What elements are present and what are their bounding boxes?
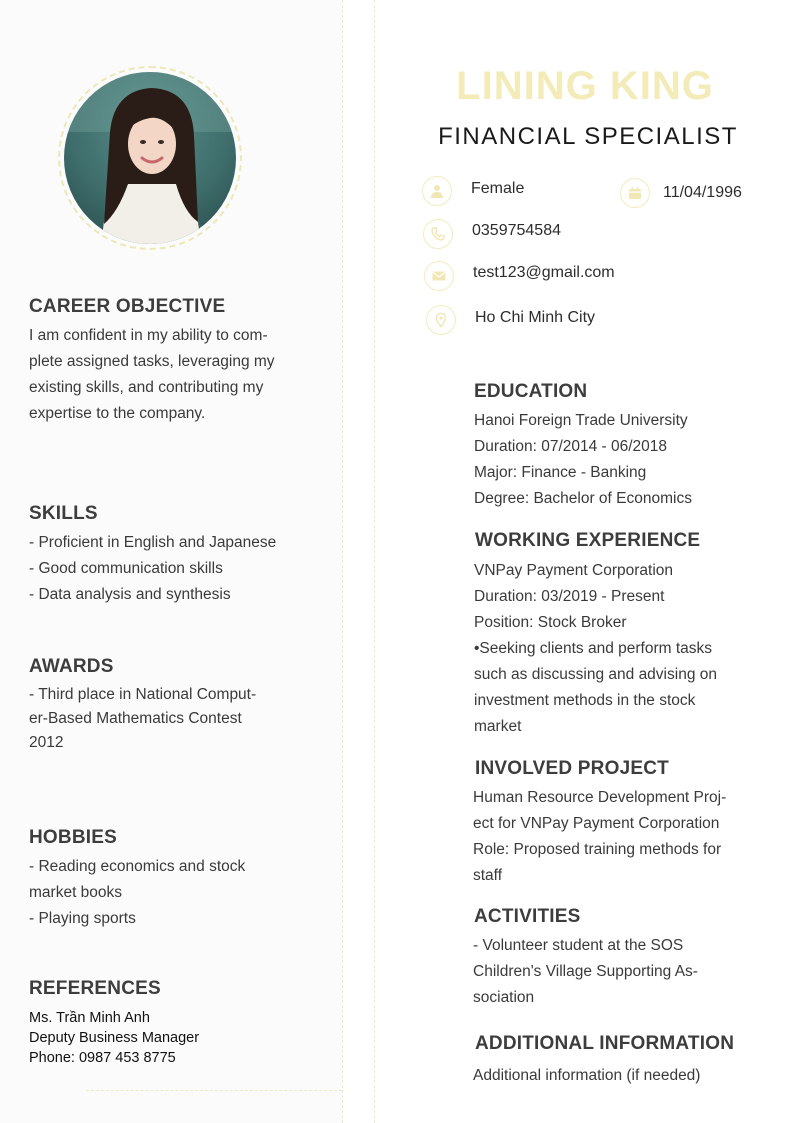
gender-value: Female [471, 180, 525, 197]
education-heading: EDUCATION [474, 381, 588, 402]
location-value: Ho Chi Minh City [475, 309, 596, 326]
additional-info-heading: ADDITIONAL INFORMATION [475, 1033, 735, 1054]
text-line: er-Based Mathematics Contest [29, 710, 242, 727]
text-line: such as discussing and advising on [474, 666, 717, 683]
reference-position: Deputy Business Manager [29, 1030, 200, 1046]
text-line: staff [473, 867, 503, 884]
text-line: •Seeking clients and perform tasks [474, 640, 713, 657]
references-heading: REFERENCES [29, 978, 161, 999]
reference-name: Ms. Trần Minh Anh [29, 1010, 150, 1026]
career-objective-text [29, 323, 275, 427]
divider-dashed-bottom [86, 1090, 342, 1091]
job-title: FINANCIAL SPECIALIST [438, 123, 738, 150]
text-line: Role: Proposed training methods for [473, 841, 722, 858]
awards-text [29, 683, 256, 755]
mail-icon [424, 261, 454, 291]
text-line: - Third place in National Comput- [29, 686, 257, 703]
text-line: existing skills, and contributing my [29, 379, 264, 396]
activities-heading: ACTIVITIES [474, 906, 581, 927]
text-line: market [474, 718, 522, 735]
skill-item: - Data analysis and synthesis [29, 586, 231, 603]
project-text [473, 785, 726, 889]
text-line: investment methods in the stock [474, 692, 696, 709]
experience-text [474, 558, 717, 740]
text-line: sociation [473, 989, 535, 1006]
text-line: expertise to the company. [29, 405, 206, 422]
text-line: Degree: Bachelor of Economics [474, 490, 692, 507]
text-line: VNPay Payment Corporation [474, 562, 674, 579]
activities-text [473, 933, 698, 1011]
experience-heading: WORKING EXPERIENCE [475, 530, 701, 551]
text-line: plete assigned tasks, leveraging my [29, 353, 275, 370]
divider-dashed [374, 0, 375, 1123]
text-line: - Playing sports [29, 910, 136, 927]
hobbies-list [29, 854, 245, 932]
text-line: Duration: 03/2019 - Present [474, 588, 665, 605]
skill-item: - Proficient in English and Japanese [29, 534, 277, 551]
phone-icon [423, 219, 453, 249]
text-line: market books [29, 884, 123, 901]
divider-dashed [342, 0, 343, 1123]
reference-phone: Phone: 0987 453 8775 [29, 1050, 176, 1066]
text-line: Children's Village Supporting As- [473, 963, 698, 980]
text-line: ect for VNPay Payment Corporation [473, 815, 720, 832]
hobbies-heading: HOBBIES [29, 827, 117, 848]
calendar-icon [620, 178, 650, 208]
text-line: I am confident in my ability to com- [29, 327, 268, 344]
email-value: test123@gmail.com [473, 264, 615, 281]
career-objective-heading: CAREER OBJECTIVE [29, 296, 226, 317]
avatar [64, 72, 236, 244]
project-heading: INVOLVED PROJECT [475, 758, 669, 779]
portrait-illustration [64, 72, 236, 244]
skill-item: - Good communication skills [29, 560, 223, 577]
skills-heading: SKILLS [29, 503, 98, 524]
additional-info-text [473, 1063, 700, 1089]
awards-heading: AWARDS [29, 656, 114, 677]
text-line: Additional information (if needed) [473, 1067, 701, 1084]
references-text [29, 1008, 199, 1068]
person-icon [422, 176, 452, 206]
birthday-value: 11/04/1996 [663, 184, 742, 201]
skills-list [29, 530, 276, 608]
phone-value: 0359754584 [472, 222, 561, 239]
education-text [474, 408, 692, 512]
text-line: Hanoi Foreign Trade University [474, 412, 688, 429]
text-line: - Reading economics and stock [29, 858, 246, 875]
text-line: Position: Stock Broker [474, 614, 627, 631]
text-line: Duration: 07/2014 - 06/2018 [474, 438, 668, 455]
location-pin-icon [426, 305, 456, 335]
text-line: Human Resource Development Proj- [473, 789, 727, 806]
text-line: - Volunteer student at the SOS [473, 937, 684, 954]
candidate-name: LINING KING [456, 64, 714, 108]
text-line: 2012 [29, 734, 64, 751]
text-line: Major: Finance - Banking [474, 464, 647, 481]
